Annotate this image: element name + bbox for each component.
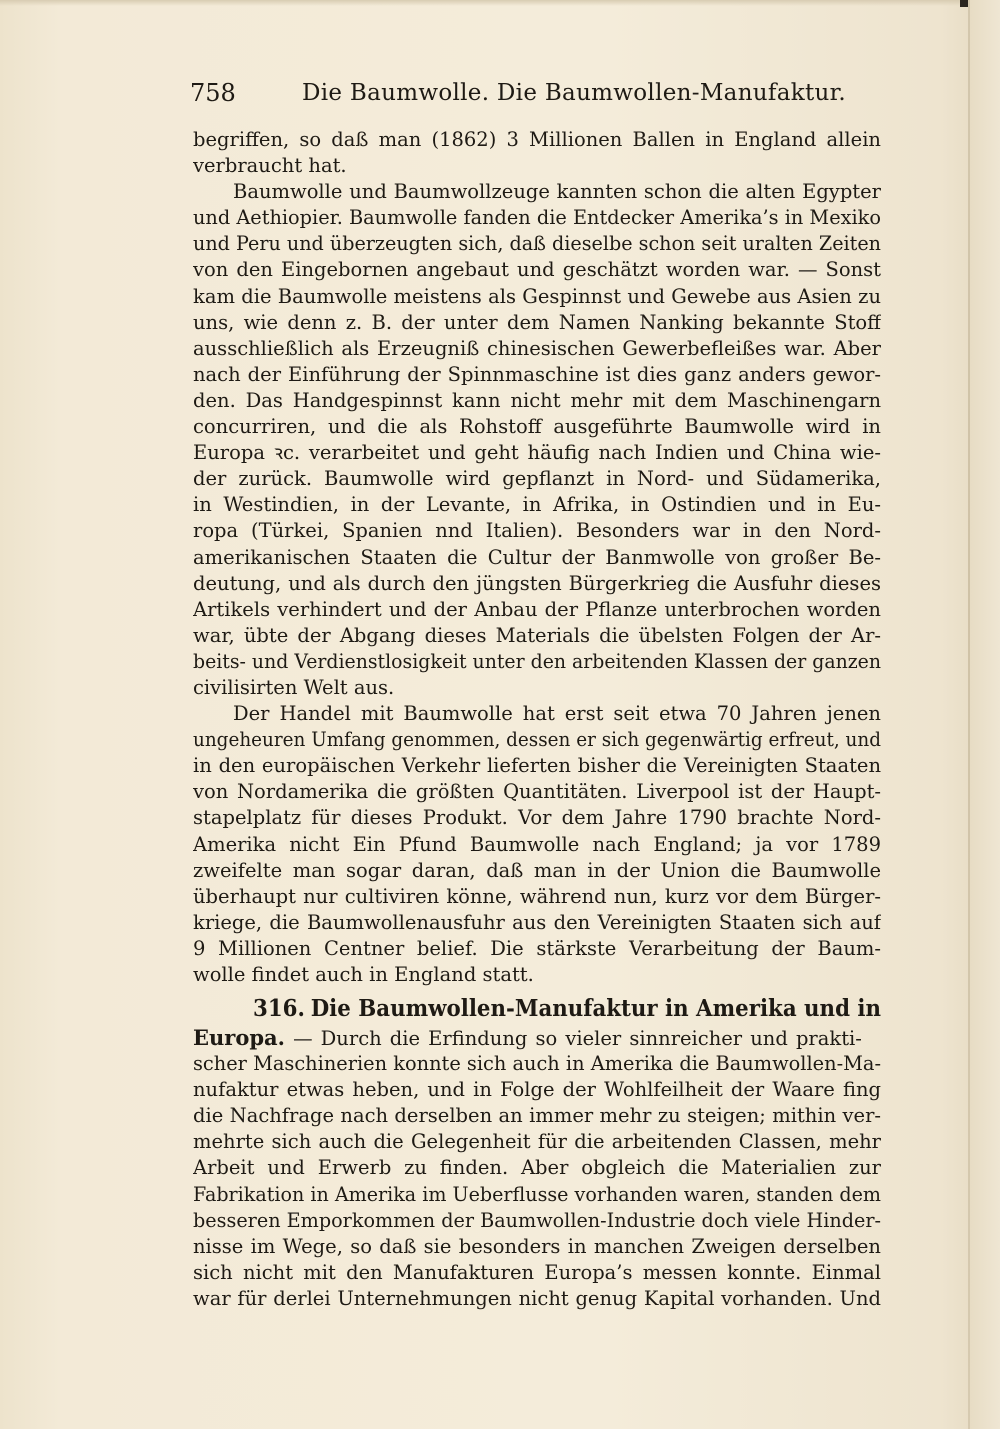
page-edge-strip: [970, 0, 1000, 1429]
text-line: in den europäischen Verkehr lieferten bisher die Vereinigten Staaten: [193, 754, 881, 778]
text-line: Europa ꝛc. verarbeitet und geht häufig nach Indien und China wie-: [193, 441, 881, 465]
text-line: nufaktur etwas heben, und in Folge der Wohlfeilheit der Waare fing: [193, 1078, 881, 1102]
text-line: den. Das Handgespinnst kann nicht mehr mit dem Maschinengarn: [193, 388, 881, 412]
text-line: concurriren, und die als Rohstoff ausgeführte Baumwolle wird in: [193, 415, 881, 439]
page-top-shadow: [0, 0, 1000, 6]
text-line: wolle findet auch in England statt.: [193, 963, 534, 986]
page-fold-line: [968, 0, 970, 1429]
text-line: Baumwolle und Baumwollzeuge kannten schon die alten Egypter: [233, 180, 881, 204]
text-line: war für derlei Unternehmungen nicht genug Kapital vorhanden. Und: [193, 1286, 881, 1310]
text-line: scher Maschinerien konnte sich auch in Amerika die Baumwollen-Ma-: [193, 1052, 881, 1076]
section-first-line-text: — Durch die Erfindung so vieler sinnreicher und prakti-: [284, 1027, 862, 1050]
text-line: amerikanischen Staaten die Cultur der Banmwolle von großer Be-: [193, 545, 881, 569]
text-line: kam die Baumwolle meistens als Gespinnst und Gewebe aus Asien zu: [193, 284, 881, 308]
text-line: und Peru und überzeugten sich, daß dieselbe schon seit uralten Zeiten: [193, 232, 881, 256]
text-line: zweifelte man sogar daran, daß man in der Union die Baumwolle: [193, 858, 881, 882]
text-line: die Nachfrage nach derselben an immer mehr zu steigen; mithin ver-: [193, 1104, 881, 1128]
text-line: sich nicht mit den Manufakturen Europa’s messen konnte. Einmal: [193, 1260, 881, 1284]
text-line: uns, wie denn z. B. der unter dem Namen Nanking bekannte Stoff: [193, 310, 881, 334]
text-line: beits- und Verdienstlosigkeit unter den arbeitenden Klassen der ganzen: [193, 649, 881, 673]
text-line: nisse im Wege, so daß sie besonders in manchen Zweigen derselben: [193, 1234, 881, 1258]
text-line: von den Eingebornen angebaut und geschätzt worden war. — Sonst: [193, 258, 881, 282]
text-line: 9 Millionen Centner belief. Die stärkste Verarbeitung der Baum-: [193, 936, 881, 960]
text-line: überhaupt nur cultiviren könne, während nun, kurz vor dem Bürger-: [193, 884, 881, 908]
text-line: mehrte sich auch die Gelegenheit für die arbeitenden Classen, mehr: [193, 1130, 881, 1154]
text-line: Artikels verhindert und der Anbau der Pflanze unterbrochen worden: [193, 597, 881, 621]
text-line: der zurück. Baumwolle wird gepflanzt in Nord- und Südamerika,: [193, 467, 881, 491]
text-line: in Westindien, in der Levante, in Afrika, in Ostindien und in Eu-: [193, 493, 881, 517]
page-number: 758: [190, 79, 236, 107]
text-line: stapelplatz für dieses Produkt. Vor dem Jahre 1790 brachte Nord-: [193, 806, 881, 830]
text-line: Der Handel mit Baumwolle hat erst seit etwa 70 Jahren jenen: [233, 702, 881, 726]
text-line: kriege, die Baumwollenausfuhr aus den Vereinigten Staaten sich auf: [193, 910, 881, 934]
text-line: verbraucht hat.: [193, 154, 347, 178]
text-line: ausschließlich als Erzeugniß chinesischen Gewerbefleißes war. Aber: [193, 336, 881, 360]
section-316: [193, 992, 881, 1312]
section-title: Die Baumwollen-Manufaktur in Amerika und in: [310, 995, 881, 1022]
section-number: 316.: [253, 995, 305, 1022]
text-line: besseren Emporkommen der Baumwollen-Industrie doch viele Hinder-: [193, 1208, 881, 1232]
text-line: begriffen, so daß man (1862) 3 Millionen Ballen in England allein: [193, 128, 881, 151]
section-first-line: [193, 1025, 881, 1051]
text-line: und Aethiopier. Baumwolle fanden die Entdecker Amerika’s in Mexiko: [193, 206, 881, 230]
section-title-continued: Europa.: [193, 1025, 285, 1050]
text-line: ropa (Türkei, Spanien nnd Italien). Besonders war in den Nord-: [193, 519, 881, 543]
text-line: Fabrikation in Amerika im Ueberflusse vorhanden waren, standen dem: [193, 1182, 881, 1206]
text-line: nach der Einführung der Spinnmaschine ist dies ganz anders gewor-: [193, 362, 881, 386]
text-line: war, übte der Abgang dieses Materials die übelsten Folgen der Ar-: [193, 623, 881, 647]
running-header: [190, 76, 880, 110]
text-line: civilisirten Welt aus.: [193, 675, 395, 699]
text-line: Amerika nicht Ein Pfund Baumwolle nach England; ja vor 1789: [193, 832, 881, 856]
text-line: Arbeit und Erwerb zu finden. Aber obgleich die Materialien zur: [193, 1156, 881, 1180]
running-title: Die Baumwolle. Die Baumwollen-Manufaktur.: [302, 80, 847, 106]
text-line: deutung, und als durch den jüngsten Bürgerkrieg die Ausfuhr dieses: [193, 571, 881, 595]
section-title-line: [193, 992, 881, 1025]
body-text: [193, 127, 881, 988]
text-line: von Nordamerika die größten Quantitäten. Liverpool ist der Haupt-: [193, 780, 881, 804]
text-line: ungeheuren Umfang genommen, dessen er sich gegenwärtig erfreut, und: [193, 728, 881, 752]
